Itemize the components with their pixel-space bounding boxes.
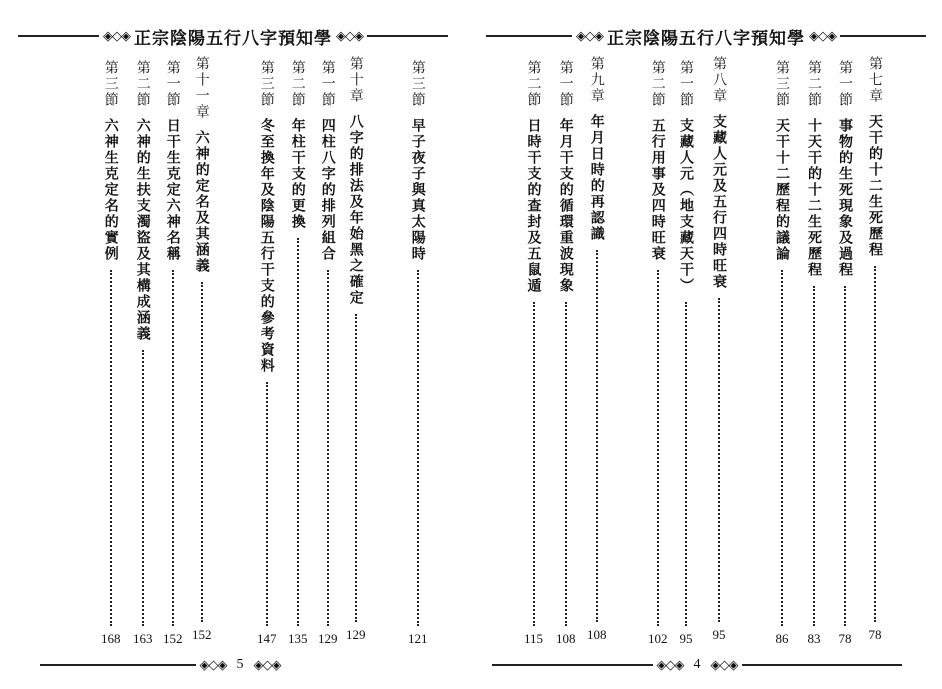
header-rule-left	[18, 35, 99, 37]
toc-entry-label: 第一節	[164, 60, 181, 108]
ornament-icon: ◈◇◈	[576, 28, 603, 44]
toc-entry-label: 第八章	[711, 56, 727, 104]
ornament-icon: ◈◇◈	[103, 28, 130, 44]
toc-entry	[408, 60, 428, 645]
dot-leader	[657, 270, 659, 626]
toc-entry-title: 支藏人元及五行四時旺衰	[711, 114, 727, 290]
toc-entry-page: 78	[838, 631, 852, 646]
toc-entry-page: 152	[163, 631, 183, 646]
toc-entry-title: 六神的定名及其涵義	[193, 130, 210, 274]
dot-leader	[172, 270, 174, 626]
dot-leader	[533, 302, 535, 626]
right-page-header	[486, 22, 926, 50]
toc-entry-title: 冬至換年及陰陽五行干支的參考資料	[258, 118, 275, 374]
toc-entry	[288, 60, 308, 645]
book-title: 正宗陰陽五行八字預知學	[134, 28, 332, 49]
toc-entry-title: 六神的生扶支濁盜及其構成涵義	[134, 118, 151, 342]
toc-entry-title: 日時干支的查封及五鼠遁	[525, 118, 542, 294]
toc-entry-label: 第九章	[588, 56, 605, 104]
toc-entry-label: 第三節	[774, 60, 790, 108]
toc-entry-page: 147	[257, 631, 277, 646]
toc-entry-label: 第二節	[525, 60, 542, 108]
page-number: 4	[693, 657, 701, 672]
toc-entry	[318, 60, 338, 645]
toc-entry-label: 第二節	[134, 60, 151, 108]
ornament-icon: ◈◇◈	[710, 657, 738, 673]
toc-entry-page: 108	[587, 627, 607, 642]
toc-entry-title: 年月干支的循環重波現象	[557, 118, 574, 294]
toc-entry-page: 78	[868, 627, 882, 642]
toc-entry	[257, 60, 277, 645]
toc-entry-title: 四柱八字的排列組合	[319, 118, 336, 262]
toc-entry	[775, 60, 789, 645]
toc-entry-page: 83	[807, 631, 821, 646]
left-page-footer	[40, 655, 440, 675]
toc-entry-label: 第十章	[347, 56, 364, 104]
toc-entry-page: 129	[346, 627, 366, 642]
dot-leader	[781, 270, 783, 626]
toc-entry-page: 102	[648, 631, 668, 646]
right-page	[472, 0, 942, 689]
dot-leader	[266, 382, 268, 626]
toc-entry-page: 108	[556, 631, 576, 646]
dot-leader	[844, 286, 846, 626]
toc-entry-title: 天干十二歷程的議論	[774, 118, 790, 262]
dot-leader	[417, 270, 419, 626]
toc-entry-page: 163	[133, 631, 153, 646]
toc-chapter	[587, 56, 607, 641]
dot-leader	[874, 266, 876, 622]
toc-entry	[679, 60, 693, 645]
toc-entry-label: 第二節	[289, 60, 306, 108]
toc-entry-page: 129	[318, 631, 338, 646]
toc-entry-label: 第二節	[649, 60, 666, 108]
toc-entry-label: 第三節	[409, 60, 426, 108]
toc-entry-title: 十天干的十二生死歷程	[806, 118, 822, 278]
toc-chapter	[192, 56, 212, 641]
toc-entry-page: 115	[524, 631, 544, 646]
ornament-icon: ◈◇◈	[809, 28, 836, 44]
dot-leader	[596, 250, 598, 622]
ornament-icon: ◈◇◈	[199, 657, 227, 673]
dot-leader	[685, 302, 687, 626]
toc-entry-title: 五行用事及四時旺衰	[649, 118, 666, 262]
page-number: 5	[236, 657, 244, 672]
footer-rule	[492, 664, 653, 666]
dot-leader	[718, 298, 720, 622]
ornament-icon: ◈◇◈	[656, 657, 684, 673]
toc-entry-title: 六神生克定名的實例	[102, 118, 119, 262]
toc-chapter	[868, 56, 882, 641]
toc-entry-label: 第三節	[102, 60, 119, 108]
toc-entry-page: 135	[288, 631, 308, 646]
toc-entry-title: 天干的十二生死歷程	[867, 114, 883, 258]
toc-entry-page: 95	[712, 627, 726, 642]
toc-entry	[648, 60, 668, 645]
toc-entry-label: 第一節	[319, 60, 336, 108]
toc-entry	[556, 60, 576, 645]
toc-entry	[101, 60, 121, 645]
left-page-header	[18, 22, 448, 50]
toc-entry-title: 事物的生死現象及過程	[837, 118, 853, 278]
dot-leader	[142, 350, 144, 626]
dot-leader	[565, 302, 567, 626]
toc-entry-title: 年柱干支的更換	[289, 118, 306, 230]
toc-entry	[163, 60, 183, 645]
toc-entry-label: 第二節	[806, 60, 822, 108]
toc-entry-label: 第一節	[557, 60, 574, 108]
toc-entry-title: 支藏人元（地支藏天干）	[678, 118, 694, 294]
left-page	[0, 0, 470, 689]
toc-chapter	[346, 56, 366, 641]
toc-entry	[524, 60, 543, 645]
toc-entry-page: 121	[408, 631, 428, 646]
toc-entry-page: 152	[192, 627, 212, 642]
ornament-icon: ◈◇◈	[336, 28, 363, 44]
dot-leader	[201, 282, 203, 622]
header-rule-left	[486, 35, 572, 37]
dot-leader	[327, 270, 329, 626]
toc-entry-label: 第三節	[258, 60, 275, 108]
toc-chapter	[712, 56, 726, 641]
dot-leader	[110, 270, 112, 626]
footer-rule	[742, 664, 903, 666]
toc-entry-page: 95	[679, 631, 693, 646]
dot-leader	[355, 314, 357, 622]
toc-entry-page: 168	[101, 631, 121, 646]
toc-entry	[807, 60, 821, 645]
toc-entry-title: 年月日時的再認識	[588, 114, 605, 242]
header-rule-right	[367, 35, 448, 37]
dot-leader	[297, 238, 299, 626]
footer-rule	[40, 664, 196, 666]
toc-entry	[838, 60, 852, 645]
toc-entry-title: 八字的排法及年始黑之確定	[347, 114, 364, 306]
toc-entry-label: 第七章	[867, 56, 883, 104]
dot-leader	[813, 286, 815, 626]
toc-entry-label: 第十一章	[193, 56, 210, 120]
toc-entry-page: 86	[775, 631, 789, 646]
toc-entry-title: 早子夜子與真太陽時	[409, 118, 426, 262]
right-page-footer	[492, 655, 902, 675]
ornament-icon: ◈◇◈	[253, 657, 281, 673]
toc-entry-label: 第一節	[837, 60, 853, 108]
toc-entry-label: 第一節	[678, 60, 694, 108]
toc-entry-title: 日干生克定六神名稱	[164, 118, 181, 262]
header-rule-right	[840, 35, 926, 37]
toc-entry	[133, 60, 153, 645]
book-title: 正宗陰陽五行八字預知學	[607, 28, 805, 49]
